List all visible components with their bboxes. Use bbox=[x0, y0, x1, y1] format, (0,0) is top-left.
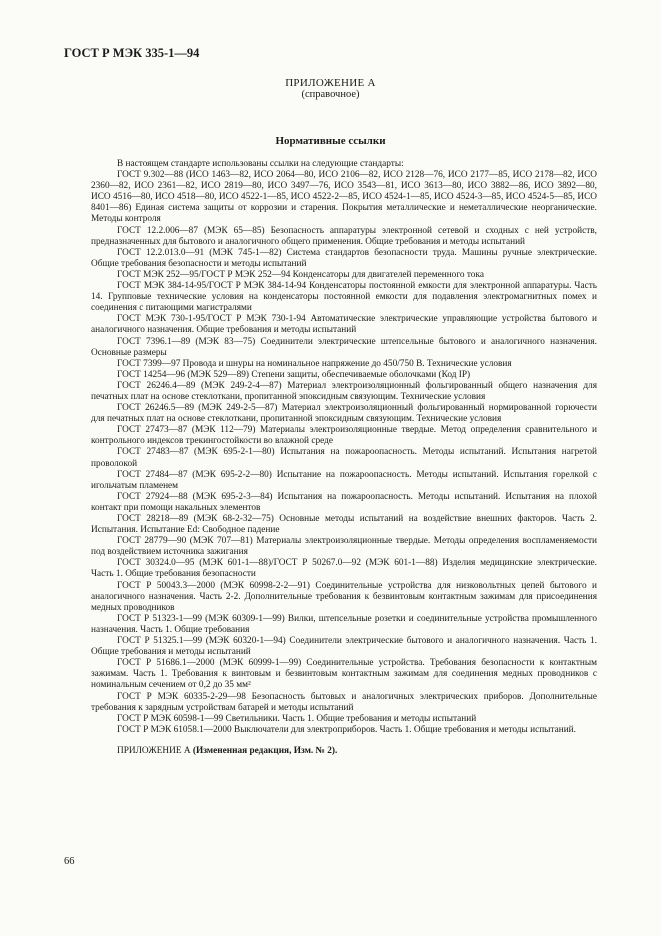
reference-item: ГОСТ 9.302—88 (ИСО 1463—82, ИСО 2064—80, ИСО 2106—82, ИСО 2128—76, ИСО 2177—85, ИСО 2178—82, ИСО 2360—82, ИСО 2361—82, ИСО 2819—80, ИСО 3497—76, ИСО 3543—81, ИСО 3613—80, ИСО 3882—86, ИСО 3892—80, ИСО 4516—80, ИСО 4518—80, ИСО 4522-1—85, ИСО 4522-2—85, ИСО 4524-1—85, ИСО 4524-3—85, ИСО 4524-5—85, ИСО 8401—86) Единая система защиты от коррозии и старения. Покрытия металлические и неметаллические неорганические. Методы контроля bbox=[91, 170, 597, 225]
reference-item: ГОСТ 27924—88 (МЭК 695-2-3—84) Испытания на пожароопасность. Методы испытаний. Испытания на плохой контакт при помощи накальных элементов bbox=[91, 491, 597, 513]
change-note-prefix: ПРИЛОЖЕНИЕ А bbox=[117, 745, 191, 756]
reference-item: ГОСТ 27473—87 (МЭК 112—79) Материалы электроизоляционные твердые. Метод определения сравнительного и контрольного индексов трекингостойкости во влажной среде bbox=[91, 425, 597, 447]
reference-item: ГОСТ МЭК 384-14-95/ГОСТ Р МЭК 384-14-94 Конденсаторы постоянной емкости для электронной аппаратуры. Часть 14. Групповые технические условия на конденсаторы постоянной емкости для подавления электромагнитных помех и соединения с питающими магистралями bbox=[91, 281, 597, 314]
reference-item: ГОСТ 27483—87 (МЭК 695-2-1—80) Испытания на пожароопасность. Методы испытаний. Испытания нагретой проволокой bbox=[91, 447, 597, 469]
reference-item: ГОСТ 12.2.006—87 (МЭК 65—85) Безопасность аппаратуры электронной сетевой и сходных с ней устройств, предназначенных для бытового и аналогичного общего применения. Общие требования и методы испытаний bbox=[91, 225, 597, 247]
change-note bbox=[91, 746, 597, 757]
reference-item: ГОСТ 28779—90 (МЭК 707—81) Материалы электроизоляционные твердые. Методы определения воспламеняемости под воздействием источника зажигания bbox=[91, 536, 597, 558]
reference-item: ГОСТ Р 51325.1—99 (МЭК 60320-1—94) Соединители электрические бытового и аналогичного назначения. Часть 1. Общие требования и методы испытаний bbox=[91, 636, 597, 658]
reference-item: ГОСТ Р 50043.3—2000 (МЭК 60998-2-2—91) Соединительные устройства для низковольтных цепей бытового и аналогичного назначения. Часть 2-2. Дополнительные требования к безвинтовым контактным зажимам для присоединения медных проводников bbox=[91, 580, 597, 613]
reference-item: ГОСТ МЭК 730-1-95/ГОСТ Р МЭК 730-1-94 Автоматические электрические управляющие устройства бытового и аналогичного назначения. Общие требования и методы испытаний bbox=[91, 314, 597, 336]
reference-item: ГОСТ 7399—97 Провода и шнуры на номинальное напряжение до 450/750 В. Технические условия bbox=[117, 358, 512, 369]
reference-item: ГОСТ 14254—96 (МЭК 529—89) Степени защиты, обеспечиваемые оболочками (Код IP) bbox=[117, 369, 471, 380]
reference-item: ГОСТ Р МЭК 60335-2-29—98 Безопасность бытовых и аналогичных электрических приборов. Дополнительные требования к зарядным устройствам батарей и методы испытаний bbox=[91, 691, 597, 713]
appendix-title: ПРИЛОЖЕНИЕ А bbox=[285, 77, 376, 89]
reference-item: ГОСТ МЭК 252—95/ГОСТ Р МЭК 252—94 Конденсаторы для двигателей переменного тока bbox=[117, 269, 484, 280]
appendix-subtitle: (справочное) bbox=[301, 89, 360, 100]
reference-list bbox=[91, 170, 597, 736]
change-note-revision: (Измененная редакция, Изм. № 2). bbox=[192, 745, 338, 756]
reference-item: ГОСТ 7396.1—89 (МЭК 83—75) Соединители электрические штепсельные бытового и аналогичного назначения. Основные размеры bbox=[91, 336, 597, 358]
reference-item: ГОСТ 27484—87 (МЭК 695-2-2—80) Испытание на пожароопасность. Методы испытаний. Испытания горелкой с игольчатым пламенем bbox=[91, 469, 597, 491]
reference-item: ГОСТ Р МЭК 61058.1—2000 Выключатели для электроприборов. Часть 1. Общие требования и методы испытаний. bbox=[117, 724, 576, 735]
reference-item: ГОСТ Р МЭК 60598-1—99 Светильники. Часть 1. Общие требования и методы испытаний bbox=[117, 713, 477, 724]
reference-item: ГОСТ 12.2.013.0—91 (МЭК 745-1—82) Система стандартов безопасности труда. Машины ручные электрические. Общие требования безопасности и методы испытаний bbox=[91, 247, 597, 269]
reference-item: ГОСТ 30324.0—95 (МЭК 601-1—88)/ГОСТ Р 50267.0—92 (МЭК 601-1—88) Изделия медицинские электрические. Часть 1. Общие требования безопасности bbox=[91, 558, 597, 580]
page-number: 66 bbox=[64, 856, 75, 867]
document-code-header: ГОСТ Р МЭК 335-1—94 bbox=[64, 46, 200, 60]
reference-item: ГОСТ 26246.5—89 (МЭК 249-2-5—87) Материал электроизоляционный фольгированный нормированной горючести для печатных плат на основе стеклоткани, пропитанной эпоксидным связующим. Технические условия bbox=[91, 403, 597, 425]
reference-item: ГОСТ 26246.4—89 (МЭК 249-2-4—87) Материал электроизоляционный фольгированный общего назначения для печатных плат на основе стеклоткани, пропитанной эпоксидным связующим. Технические условия bbox=[91, 380, 597, 402]
intro-paragraph: В настоящем стандарте использованы ссылки на следующие стандарты: bbox=[117, 159, 404, 169]
reference-item: ГОСТ 28218—89 (МЭК 68-2-32—75) Основные методы испытаний на воздействие внешних факторов. Часть 2. Испытания. Испытание Ed: Свободное падение bbox=[91, 514, 597, 536]
references-body bbox=[91, 159, 597, 757]
reference-item: ГОСТ Р 51323-1—99 (МЭК 60309-1—99) Вилки, штепсельные розетки и соединительные устройства промышленного назначения. Часть 1. Общие требования bbox=[91, 613, 597, 635]
section-title: Нормативные ссылки bbox=[275, 135, 386, 147]
reference-item: ГОСТ Р 51686.1—2000 (МЭК 60999-1—99) Соединительные устройства. Требования безопасности к контактным зажимам. Часть 1. Требования к винтовым и безвинтовым контактным зажимам для соединения медных проводников с номинальным сечением от 0,2 до 35 мм² bbox=[91, 658, 597, 691]
